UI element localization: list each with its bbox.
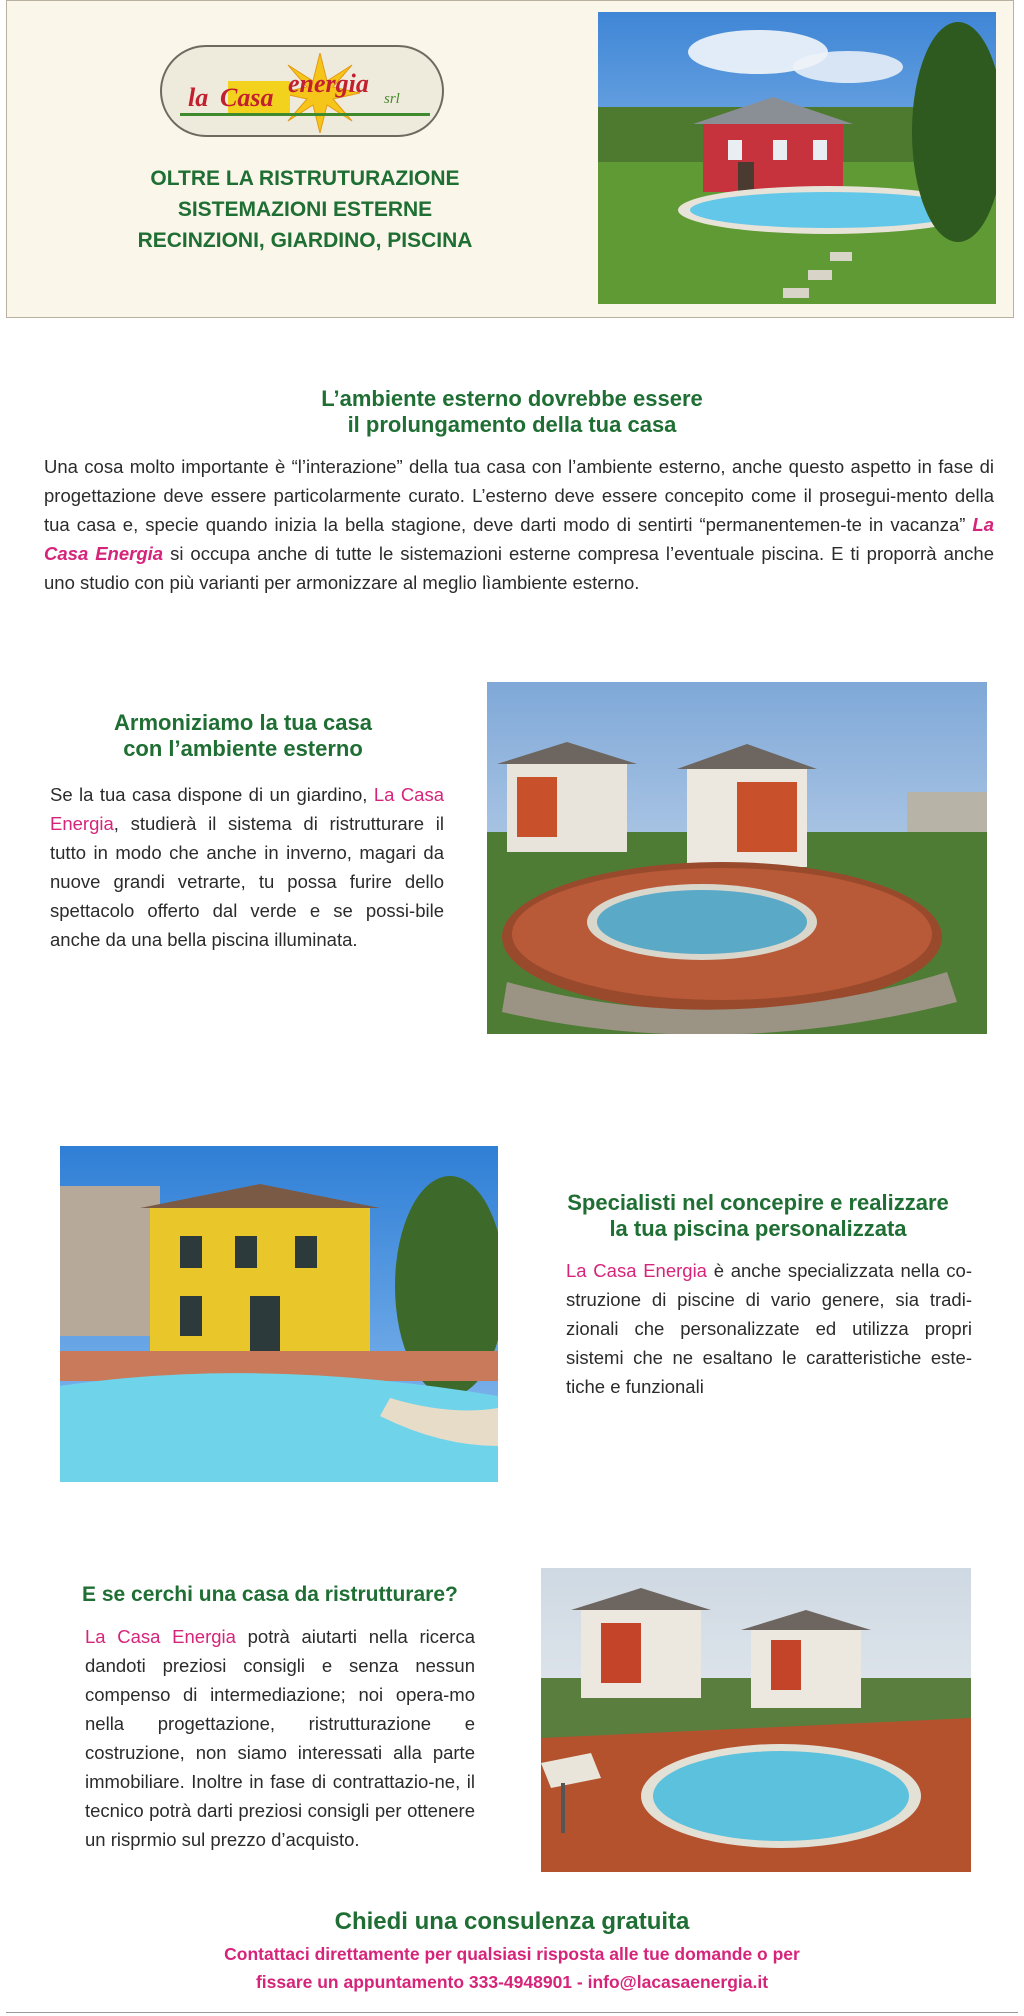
photo-render-villa-oval-pool	[541, 1568, 971, 1872]
bottom-divider	[6, 2012, 1018, 2013]
brand-link-section3[interactable]: La Casa Energia	[85, 1626, 236, 1647]
photo-render-villa-round-pool	[487, 682, 987, 1034]
cta-line-1: Contattaci direttamente per qualsiasi risposta alle tue domande o per	[224, 1944, 800, 1964]
section1-title	[48, 710, 438, 762]
section2-title-line-1: Specialisti nel concepire e realizzare	[567, 1190, 949, 1215]
logo-text-casa: Casa	[220, 83, 274, 112]
intro-title-line-1: L’ambiente esterno dovrebbe essere	[321, 386, 703, 411]
tagline-line-1: OLTRE LA RISTRUTURAZIONE	[150, 167, 460, 190]
section3-text-after: potrà aiutarti nella ricerca dandoti preziosi consigli e senza nessun compenso di intermediazione; noi opera-mo nella progettazione, ristrutturazione e costruzione, non siamo interessati alla parte immobiliare. Inoltre in fase di contrattazio-ne, il tecnico potrà darti preziosi consigli per ottenere un risprmio sul prezzo d’acquisto.	[85, 1626, 475, 1850]
intro-paragraph	[44, 452, 994, 597]
logo-text-srl: srl	[384, 91, 400, 107]
tagline-line-2: SISTEMAZIONI ESTERNE	[177, 198, 433, 221]
section1-paragraph	[50, 780, 444, 954]
brand-link-section2[interactable]: La Casa Energia	[566, 1260, 707, 1281]
section2-title	[540, 1190, 976, 1242]
photo-yellow-house-pool	[60, 1146, 498, 1482]
section2-text-after: è anche specializzata nella co-struzione di piscine di vario genere, sia tradi-zionali che personalizzate ed utilizza propri sistemi che ne esaltano le caratteristiche este-tiche e funzionali	[566, 1260, 972, 1397]
section1-text-before: Se la tua casa dispone di un giardino,	[50, 784, 374, 805]
section1-title-line-2: con l’ambiente esterno	[123, 736, 363, 761]
brand-link-intro[interactable]: La Casa Energia	[44, 514, 994, 564]
cta-title: Chiedi una consulenza gratuita	[334, 1908, 690, 1935]
section3-title: E se cerchi una casa da ristrutturare?	[82, 1583, 458, 1606]
section2-paragraph	[566, 1256, 972, 1401]
logo-text-energia: energia	[288, 69, 369, 98]
intro-title	[0, 386, 1024, 438]
section3-paragraph	[85, 1622, 475, 1854]
tagline-line-3: RECINZIONI, GIARDINO, PISCINA	[137, 229, 473, 252]
brand-link-section1[interactable]: La Casa Energia	[50, 784, 445, 834]
section2-title-line-2: la tua piscina personalizzata	[609, 1216, 907, 1241]
section1-title-line-1: Armoniziamo la tua casa	[114, 710, 372, 735]
logo-text-la: la	[188, 83, 209, 112]
company-logo[interactable]	[160, 45, 444, 137]
header-photo-red-house-pool	[598, 12, 996, 304]
intro-text-after: si occupa anche di tutte le sistemazioni esterne compresa l’eventuale piscina. E ti proporrà anche uno studio con più varianti per armonizzare al meglio lìambiente esterno.	[44, 543, 994, 593]
section1-text-after: , studierà il sistema di ristrutturare il tutto in modo che anche in inverno, magari da nuove grandi vetrarte, tu possa furire dello spettacolo offerto dal verde e se possi-bile anche da una bella piscina illuminata.	[50, 813, 444, 950]
intro-title-line-2: il prolungamento della tua casa	[347, 412, 677, 437]
cta-line-2[interactable]: fissare un appuntamento 333-4948901 - info@lacasaenergia.it	[255, 1972, 769, 1992]
header-tagline	[60, 163, 550, 256]
logo-underline	[180, 113, 430, 116]
intro-text-before: Una cosa molto importante è “l’interazione” della tua casa con l’ambiente esterno, anche questo aspetto in fase di progettazione deve essere particolarmente curato. L’esterno deve essere concepito come il prosegui-mento della tua casa e, specie quando inizia la bella stagione, deve darti modo di sentirti “permanentemen-te in vacanza”	[44, 456, 994, 535]
